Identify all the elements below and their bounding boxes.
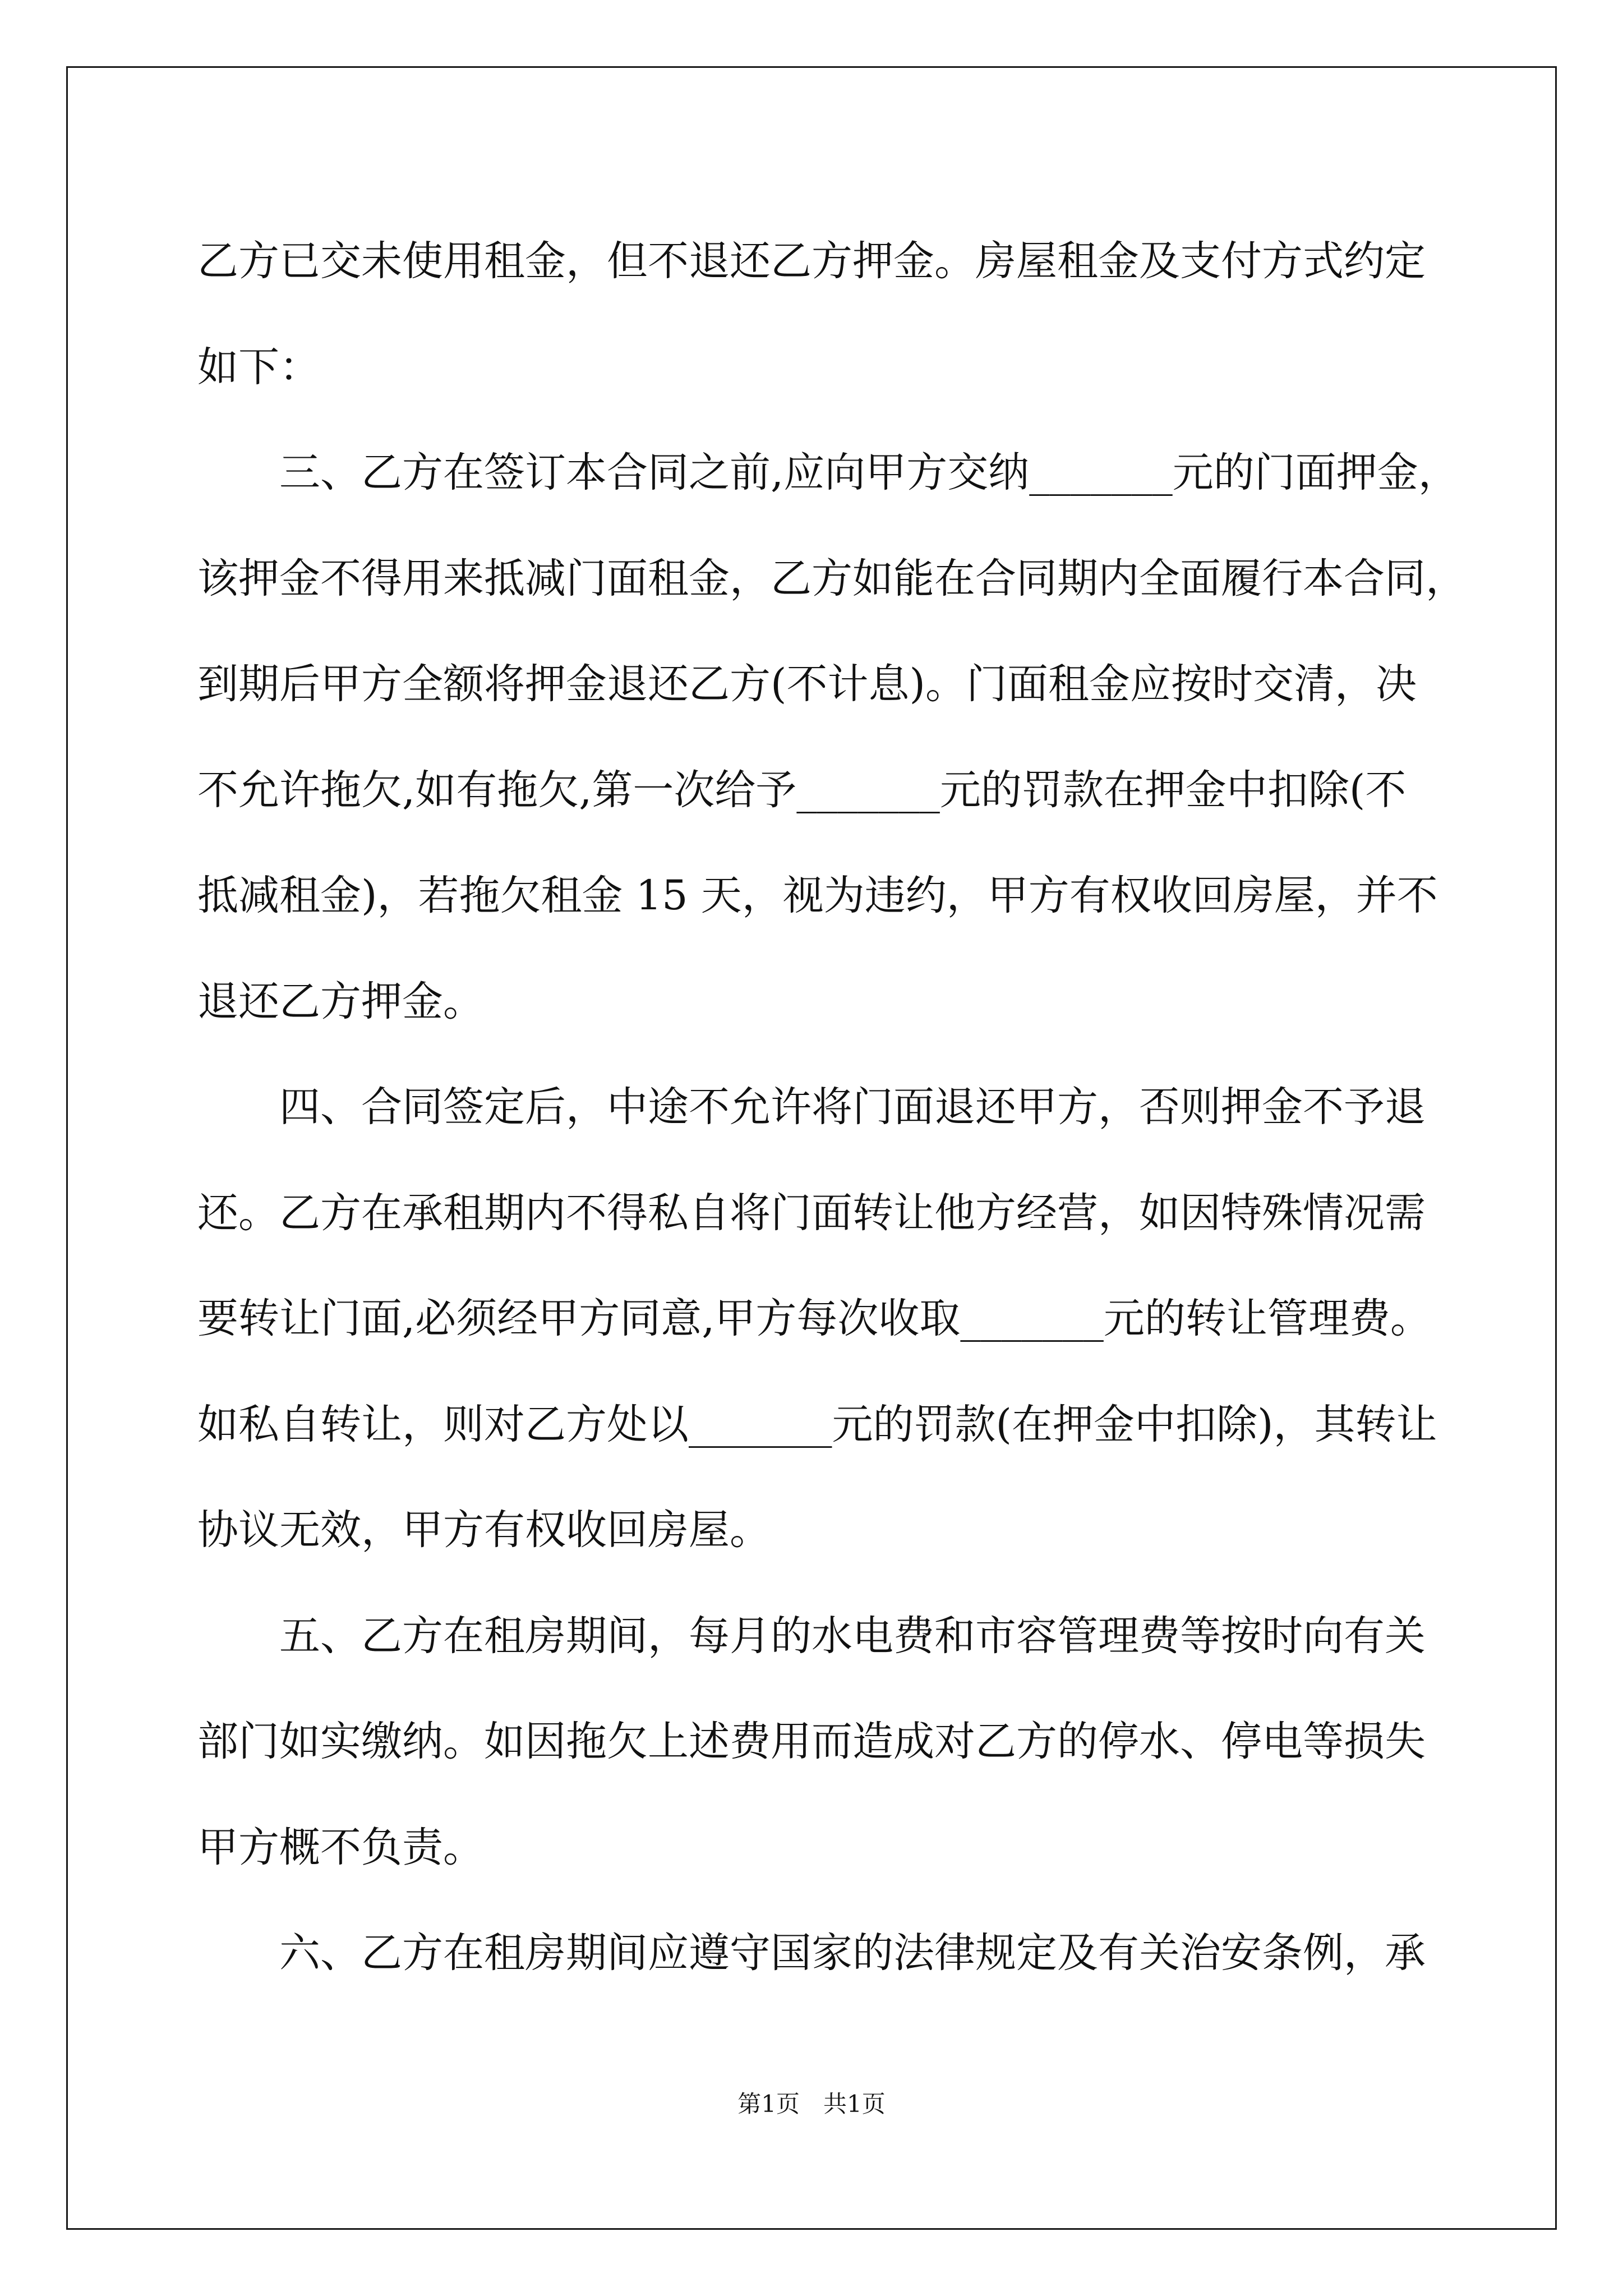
text-line: 该押金不得用来抵减门面租金，乙方如能在合同期内全面履行本合同，	[197, 554, 1467, 602]
text-line: 还。乙方在承租期内不得私自将门面转让他方经营，如因特殊情况需	[197, 1189, 1426, 1237]
text-line: 三、乙方在签订本合同之前,应向甲方交纳_______元的门面押金，	[197, 449, 1459, 496]
text-line: 如下：	[197, 343, 320, 391]
text-line: 乙方已交未使用租金，但不退还乙方押金。房屋租金及支付方式约定	[197, 237, 1426, 285]
text-line: 如私自转让，则对乙方处以_______元的罚款(在押金中扣除)，其转让	[197, 1400, 1437, 1448]
text-line: 到期后甲方全额将押金退还乙方(不计息)。门面租金应按时交清，决	[197, 660, 1417, 708]
text-line: 五、乙方在租房期间，每月的水电费和市容管理费等按时向有关	[197, 1612, 1426, 1660]
page-footer: 第1页 共1页	[737, 2090, 886, 2118]
text-line: 协议无效，甲方有权收回房屋。	[197, 1506, 771, 1554]
text-line: 抵减租金)，若拖欠租金 15 天，视为违约，甲方有权收回房屋，并不	[197, 872, 1438, 919]
text-line: 不允许拖欠,如有拖欠,第一次给予_______元的罚款在押金中扣除(不	[197, 766, 1407, 814]
text-line: 要转让门面,必须经甲方同意,甲方每次收取_______元的转让管理费。	[197, 1295, 1431, 1342]
text-line: 甲方概不负责。	[197, 1823, 484, 1871]
text-line: 部门如实缴纳。如因拖欠上述费用而造成对乙方的停水、停电等损失	[197, 1718, 1426, 1765]
text-line: 退还乙方押金。	[197, 977, 484, 1025]
text-line: 六、乙方在租房期间应遵守国家的法律规定及有关治安条例，承	[197, 1929, 1426, 1977]
contract-body	[197, 209, 1467, 2007]
text-line: 四、合同签定后，中途不允许将门面退还甲方，否则押金不予退	[197, 1083, 1426, 1131]
